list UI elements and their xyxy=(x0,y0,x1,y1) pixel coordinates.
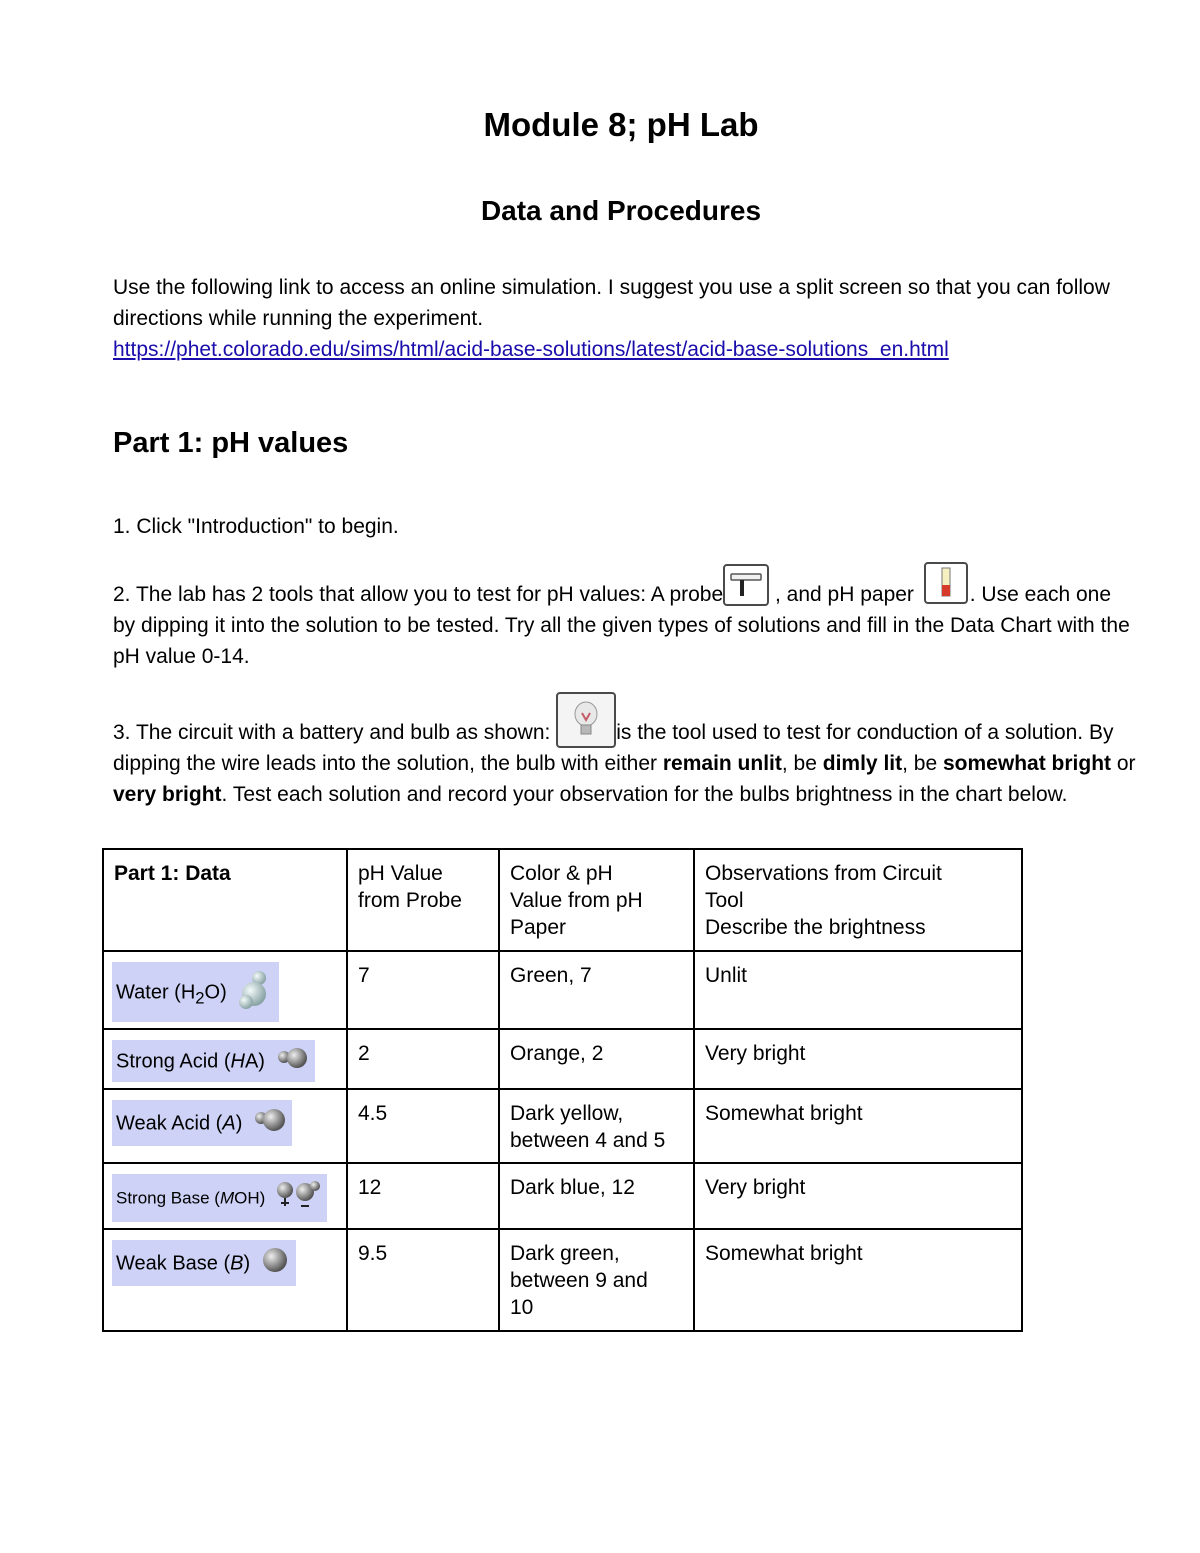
weak-base-label-pre: Weak Base ( xyxy=(116,1252,231,1275)
weak-acid-label xyxy=(112,1100,292,1146)
step-3-text-f: , be xyxy=(902,752,943,775)
weak-acid-ph-paper-line1: Dark yellow, xyxy=(510,1102,624,1125)
water-ph-probe: 7 xyxy=(347,951,499,1029)
water-label-sub: 2 xyxy=(195,988,205,1008)
step-3-text-j: . Test each solution and record your observation for the bulbs brightness in the chart below. xyxy=(221,783,1068,806)
step-2-text-c: . Use each one by dipping it into the solution to be tested. Try all the given types of solutions and fill in the Data Chart with the pH value 0-14. xyxy=(113,583,1130,668)
step-3-text-d: , be xyxy=(781,752,823,775)
weak-acid-observation: Somewhat bright xyxy=(694,1089,1022,1163)
strong-base-label-ital: M xyxy=(219,1188,235,1208)
row-label-strong-acid xyxy=(103,1029,347,1089)
weak-base-ph-paper xyxy=(499,1229,694,1331)
water-molecule-icon xyxy=(237,968,271,1018)
strong-acid-observation: Very bright xyxy=(694,1029,1022,1089)
strong-base-label xyxy=(112,1174,327,1222)
strong-acid-label-post: A) xyxy=(244,1050,265,1073)
step-3-somewhat-bright: somewhat bright xyxy=(943,752,1112,775)
step-3-remain-unlit: remain unlit xyxy=(662,752,782,775)
table-row xyxy=(103,951,1022,1029)
step-2-text-a: 2. The lab has 2 tools that allow you to test for pH values: A probe xyxy=(113,583,724,606)
strong-acid-label-pre: Strong Acid ( xyxy=(116,1050,231,1073)
strong-acid-label xyxy=(112,1040,315,1082)
water-label-post: O) xyxy=(204,981,227,1004)
weak-base-label xyxy=(112,1240,296,1286)
part1-heading: Part 1: pH values xyxy=(113,427,349,459)
water-observation: Unlit xyxy=(694,951,1022,1029)
probe-icon xyxy=(723,564,769,606)
strong-base-observation: Very bright xyxy=(694,1163,1022,1229)
page-subtitle: Data and Procedures xyxy=(480,195,762,226)
strong-acid-ph-probe: 2 xyxy=(347,1029,499,1089)
table-row xyxy=(103,1229,1022,1331)
row-label-weak-base xyxy=(103,1229,347,1331)
data-table xyxy=(102,848,1023,1332)
weak-acid-label-pre: Weak Acid ( xyxy=(116,1112,223,1135)
strong-base-molecule-icon xyxy=(275,1180,321,1218)
table-row xyxy=(103,1163,1022,1229)
step-3-very-bright: very bright xyxy=(113,783,222,806)
header-ph-probe xyxy=(347,849,499,951)
weak-base-ph-paper-line3: 10 xyxy=(510,1296,534,1319)
light-bulb-icon xyxy=(556,692,616,748)
weak-base-ph-paper-line2: between 9 and xyxy=(510,1269,648,1292)
table-row xyxy=(103,1029,1022,1089)
water-label xyxy=(112,962,279,1022)
header-ph-paper-line2: Value from pH xyxy=(510,889,643,912)
header-observations-line2: Tool xyxy=(705,889,744,912)
step-3 xyxy=(113,692,1138,810)
weak-acid-ph-paper xyxy=(499,1089,694,1163)
strong-base-label-post: OH) xyxy=(234,1188,266,1208)
row-label-weak-acid xyxy=(103,1089,347,1163)
water-ph-paper: Green, 7 xyxy=(499,951,694,1029)
strong-acid-molecule-icon xyxy=(275,1046,309,1078)
header-ph-paper-line1: Color & pH xyxy=(510,862,613,885)
header-ph-paper xyxy=(499,849,694,951)
step-3-dimly-lit: dimly lit xyxy=(822,752,903,775)
step-2 xyxy=(113,562,1138,672)
header-observations-line3: Describe the brightness xyxy=(705,916,926,939)
weak-base-ph-probe: 9.5 xyxy=(347,1229,499,1331)
strong-acid-ph-paper: Orange, 2 xyxy=(499,1029,694,1089)
strong-base-ph-paper: Dark blue, 12 xyxy=(499,1163,694,1229)
step-3-text-a: 3. The circuit with a battery and bulb as shown: xyxy=(113,721,557,744)
weak-acid-label-post: ) xyxy=(235,1112,243,1135)
weak-acid-ph-paper-line2: between 4 and 5 xyxy=(510,1129,666,1152)
weak-base-ph-paper-line1: Dark green, xyxy=(510,1242,620,1265)
weak-base-observation: Somewhat bright xyxy=(694,1229,1022,1331)
weak-base-molecule-icon xyxy=(260,1246,290,1282)
weak-base-label-ital: B xyxy=(230,1252,244,1275)
strong-base-ph-probe: 12 xyxy=(347,1163,499,1229)
step-1: 1. Click "Introduction" to begin. xyxy=(113,515,399,538)
header-ph-paper-line3: Paper xyxy=(510,916,567,939)
weak-acid-ph-probe: 4.5 xyxy=(347,1089,499,1163)
intro-paragraph xyxy=(113,272,1138,365)
table-row xyxy=(103,1089,1022,1163)
weak-acid-molecule-icon xyxy=(252,1106,286,1142)
weak-acid-label-ital: A xyxy=(222,1112,236,1135)
strong-acid-label-ital: H xyxy=(230,1050,245,1073)
ph-paper-icon xyxy=(924,562,968,604)
step-3-text-b: is the tool used to test for conduction of a solution. By dipping the wire leads into the solution, the bulb with either xyxy=(113,721,1114,775)
simulation-link[interactable]: https://phet.colorado.edu/sims/html/acid-base-solutions/latest/acid-base-solutions_en.html xyxy=(113,338,949,361)
header-ph-probe-line2: from Probe xyxy=(358,889,462,912)
header-observations-line1: Observations from Circuit xyxy=(705,862,942,885)
water-label-pre: Water (H xyxy=(116,981,196,1004)
weak-base-label-post: ) xyxy=(243,1252,251,1275)
intro-text: Use the following link to access an online simulation. I suggest you use a split screen so that you can follow directions while running the experiment. xyxy=(113,276,1110,330)
table-header-row xyxy=(103,849,1022,951)
row-label-strong-base xyxy=(103,1163,347,1229)
step-3-text-h: or xyxy=(1111,752,1136,775)
header-part1-data: Part 1: Data xyxy=(103,849,347,951)
header-ph-probe-line1: pH Value xyxy=(358,862,443,885)
strong-base-label-pre: Strong Base ( xyxy=(116,1188,220,1208)
header-observations xyxy=(694,849,1022,951)
row-label-water xyxy=(103,951,347,1029)
step-2-text-b: , and pH paper xyxy=(769,583,920,606)
page-title: Module 8; pH Lab xyxy=(483,106,759,143)
